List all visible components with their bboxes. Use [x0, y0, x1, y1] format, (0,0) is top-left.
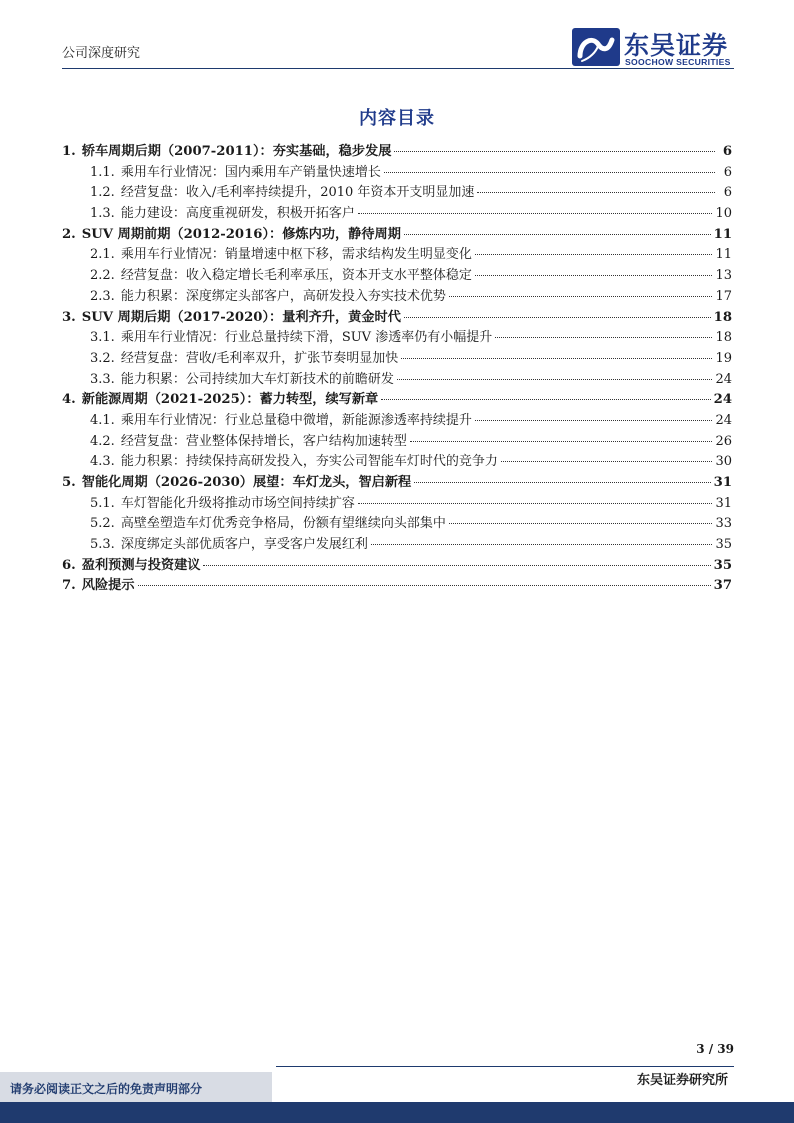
toc-entry-label	[90, 202, 355, 221]
toc-entry[interactable]	[62, 409, 732, 430]
toc-entry-text: 能力建设：高度重视研发，积极开拓客户	[120, 206, 355, 222]
toc-entry-text: 盈利预测与投资建议	[81, 557, 201, 573]
toc-entry-number: 1.3.	[90, 206, 115, 222]
toc-entry[interactable]	[62, 326, 732, 347]
toc-entry-label	[90, 326, 492, 345]
toc-entry-label	[90, 181, 474, 200]
toc-entry-number: 3.	[62, 309, 76, 325]
toc-entry-page: 24	[715, 371, 732, 387]
toc-entry-page: 35	[713, 557, 732, 573]
toc-leader-dots	[449, 296, 713, 297]
toc-entry-page: 6	[723, 164, 732, 180]
toc-entry-text: 深度绑定头部优质客户，享受客户发展红利	[120, 537, 368, 553]
toc-entry[interactable]	[62, 533, 732, 554]
toc-entry[interactable]	[62, 306, 732, 327]
toc-entry[interactable]	[62, 430, 732, 451]
toc-entry-number: 4.	[62, 392, 76, 408]
toc-entry-number: 5.2.	[90, 516, 115, 532]
toc-entry-page: 30	[715, 454, 732, 470]
toc-entry-label	[90, 533, 368, 552]
toc-entry[interactable]	[62, 512, 732, 533]
toc-entry-number: 5.3.	[90, 537, 115, 553]
logo-english-name: SOOCHOW SECURITIES	[625, 57, 731, 67]
toc-entry-number: 7.	[62, 578, 76, 594]
toc-entry-label	[62, 306, 401, 325]
toc-entry-label	[90, 409, 472, 428]
toc-entry[interactable]	[62, 140, 732, 161]
toc-leader-dots	[501, 461, 713, 462]
toc-leader-dots	[397, 379, 713, 380]
toc-entry-label	[90, 347, 398, 366]
toc-entry-label	[62, 554, 200, 573]
toc-entry-number: 1.2.	[90, 185, 115, 201]
toc-title: 内容目录	[359, 108, 435, 129]
toc-entry-number: 4.2.	[90, 433, 115, 449]
toc-entry-page: 31	[715, 495, 732, 511]
report-type-label: 公司深度研究	[62, 46, 141, 61]
page-number: 3 / 39	[696, 1042, 734, 1056]
toc-entry[interactable]	[62, 285, 732, 306]
toc-entry-page: 33	[715, 516, 732, 532]
toc-entry-text: 经营复盘：收入稳定增长毛利率承压，资本开支水平整体稳定	[120, 268, 472, 284]
toc-entry[interactable]	[62, 223, 732, 244]
toc-entry-number: 5.	[62, 475, 76, 490]
toc-entry-text: 轿车周期后期（2007-2011）：夯实基础，稳步发展	[81, 144, 392, 159]
toc-entry-text: 新能源周期（2021-2025）：蓄力转型，续写新章	[81, 392, 379, 408]
toc-entry-page: 13	[715, 268, 732, 284]
toc-leader-dots	[401, 358, 712, 359]
toc-leader-dots	[358, 503, 713, 504]
toc-entry-text: 能力积累：公司持续加大车灯新技术的前瞻研发	[120, 371, 394, 387]
toc-entry-page: 26	[715, 433, 732, 449]
toc-entry-label	[90, 285, 446, 304]
toc-leader-dots	[475, 275, 713, 276]
toc-entry-text: 能力积累：持续保持高研发投入，夯实公司智能车灯时代的竞争力	[120, 454, 498, 470]
toc-entry-page: 24	[713, 392, 732, 408]
toc-entry-label	[62, 140, 391, 159]
toc-entry[interactable]	[62, 492, 732, 513]
toc-entry-page: 35	[715, 537, 732, 553]
toc-entry-number: 2.2.	[90, 268, 115, 284]
header-divider	[62, 68, 734, 69]
toc-entry-number: 2.3.	[90, 288, 115, 304]
disclaimer-text: 请务必阅读正文之后的免责声明部分	[10, 1082, 203, 1096]
disclaimer-banner	[0, 1072, 272, 1102]
toc-entry[interactable]	[62, 161, 732, 182]
toc-entry-page: 31	[713, 475, 732, 490]
toc-leader-dots	[371, 544, 713, 545]
toc-entry-number: 3.1.	[90, 330, 115, 346]
toc-entry-text: SUV 周期后期（2017-2020）：量利齐升，黄金时代	[81, 309, 401, 325]
toc-entry[interactable]	[62, 202, 732, 223]
logo-chinese-name: 东吴证券	[624, 31, 729, 60]
toc-entry-number: 2.1.	[90, 247, 115, 263]
toc-entry[interactable]	[62, 347, 732, 368]
toc-entry-text: SUV 周期前期（2012-2016）：修炼内功，静待周期	[81, 226, 401, 242]
toc-leader-dots	[449, 523, 713, 524]
toc-leader-dots	[138, 585, 711, 586]
toc-leader-dots	[203, 565, 710, 566]
toc-entry-page: 11	[713, 226, 732, 242]
toc-entry-number: 3.2.	[90, 350, 115, 366]
toc-entry-text: 乘用车行业情况：行业总量稳中微增，新能源渗透率持续提升	[120, 412, 472, 428]
toc-entry-page: 18	[715, 330, 732, 346]
toc-entry-page: 17	[715, 288, 732, 304]
toc-entry[interactable]	[62, 554, 732, 575]
toc-entry-label	[62, 388, 378, 407]
footer-bar	[0, 1102, 794, 1123]
toc-entry-text: 乘用车行业情况：行业总量持续下滑，SUV 渗透率仍有小幅提升	[120, 330, 493, 346]
toc-entry-number: 1.	[62, 144, 76, 159]
toc-leader-dots	[477, 192, 715, 193]
toc-entry-label	[90, 512, 446, 531]
toc-entry-text: 乘用车行业情况：销量增速中枢下移，需求结构发生明显变化	[120, 247, 472, 263]
toc-leader-dots	[404, 234, 711, 235]
toc-leader-dots	[475, 254, 713, 255]
toc-entry-page: 19	[715, 350, 732, 366]
toc-entry-label	[90, 430, 407, 449]
toc-entry[interactable]	[62, 368, 732, 389]
toc-entry-number: 4.3.	[90, 454, 115, 470]
toc-entry-label	[90, 492, 355, 511]
toc-entry-page: 18	[713, 309, 732, 325]
toc-leader-dots	[358, 213, 713, 214]
toc-entry[interactable]	[62, 574, 732, 595]
toc-entry-label	[62, 471, 411, 490]
toc-entry-page: 10	[715, 206, 732, 222]
toc-entry[interactable]	[62, 243, 732, 264]
toc-entry-number: 5.1.	[90, 495, 115, 511]
toc-leader-dots	[410, 441, 713, 442]
toc-leader-dots	[384, 172, 715, 173]
toc-entry-number: 4.1.	[90, 412, 115, 428]
toc-entry-label	[90, 161, 381, 180]
toc-leader-dots	[414, 482, 710, 483]
toc-entry-number: 1.1.	[90, 164, 115, 180]
toc-entry-label	[62, 574, 135, 593]
toc-leader-dots	[394, 151, 715, 152]
toc-entry-text: 乘用车行业情况：国内乘用车产销量快速增长	[120, 164, 381, 180]
toc-entry-text: 经营复盘：营收/毛利率双升，扩张节奏明显加快	[120, 350, 399, 366]
toc-leader-dots	[475, 420, 713, 421]
toc-entry-page: 37	[713, 578, 732, 594]
toc-entry-text: 风险提示	[81, 578, 135, 594]
toc-entry-page: 6	[722, 144, 732, 159]
toc-leader-dots	[404, 317, 711, 318]
toc-entry-label	[90, 243, 472, 262]
footer-divider	[276, 1066, 734, 1067]
toc-entry-label	[90, 264, 472, 283]
company-logo	[572, 28, 740, 68]
toc-entry[interactable]	[62, 450, 732, 471]
toc-entry[interactable]	[62, 471, 732, 492]
toc-entry-text: 能力积累：深度绑定头部客户，高研发投入夯实技术优势	[120, 288, 446, 304]
toc-entry-page: 6	[723, 185, 732, 201]
toc-entry-text: 经营复盘：营业整体保持增长，客户结构加速转型	[120, 433, 407, 449]
toc-entry-number: 6.	[62, 557, 76, 573]
toc-entry[interactable]	[62, 181, 732, 202]
toc-entry[interactable]	[62, 264, 732, 285]
toc-entry-number: 3.3.	[90, 371, 115, 387]
toc-entry-page: 24	[715, 412, 732, 428]
toc-entry-label	[90, 450, 498, 469]
toc-entry-number: 2.	[62, 226, 76, 242]
table-of-contents	[62, 140, 732, 595]
toc-entry-text: 智能化周期（2026-2030）展望：车灯龙头，智启新程	[81, 475, 412, 490]
toc-entry-text: 经营复盘：收入/毛利率持续提升，2010 年资本开支明显加速	[120, 185, 475, 201]
toc-entry-text: 高壁垒塑造车灯优秀竞争格局，份额有望继续向头部集中	[120, 516, 446, 532]
toc-entry-label	[90, 368, 394, 387]
footer-organization: 东吴证券研究所	[636, 1073, 728, 1088]
toc-entry-label	[62, 223, 401, 242]
toc-entry-text: 车灯智能化升级将推动市场空间持续扩容	[120, 495, 355, 511]
soochow-logo-icon	[572, 28, 620, 66]
toc-entry-page: 11	[715, 247, 732, 263]
toc-leader-dots	[381, 399, 710, 400]
toc-leader-dots	[495, 337, 712, 338]
toc-entry[interactable]	[62, 388, 732, 409]
